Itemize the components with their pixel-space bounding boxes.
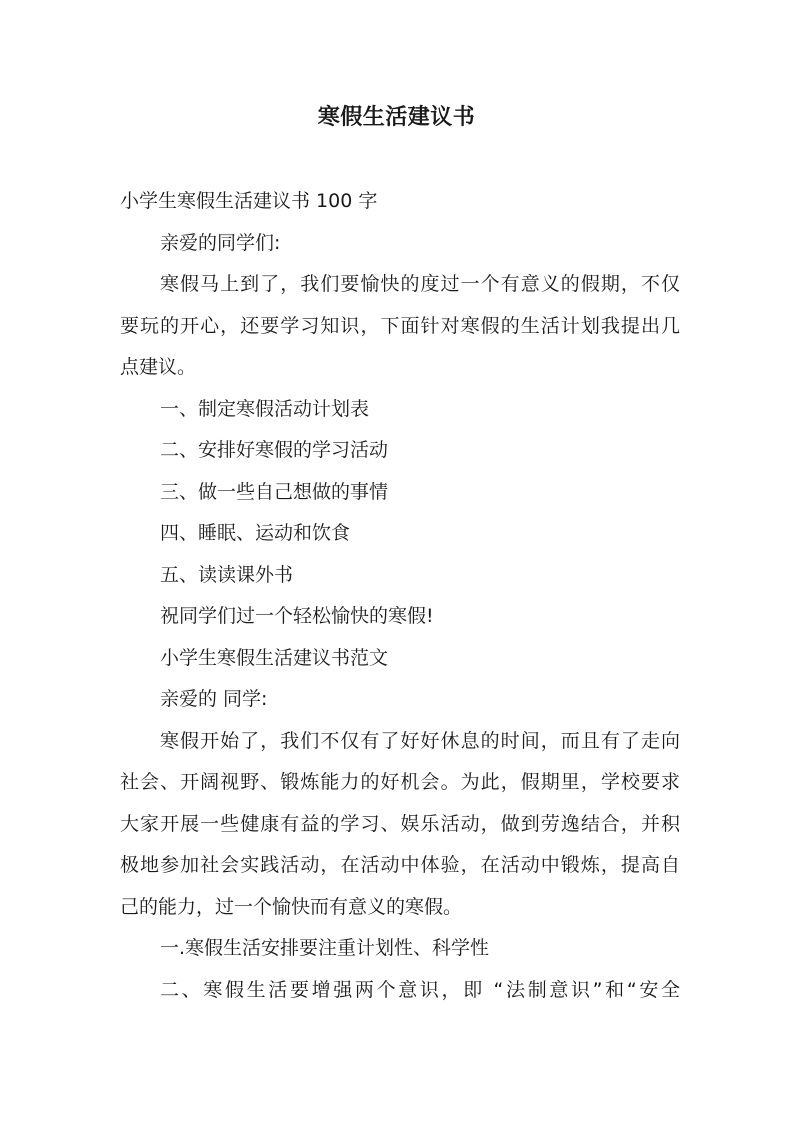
paragraph-line: 寒假马上到了，我们要愉快的度过一个有意义的假期，不仅 [160,273,680,295]
paragraph-line: 寒假开始了，我们不仅有了好好休息的时间，而且有了走向 [160,730,680,752]
list-item: 二、安排好寒假的学习活动 [160,439,389,461]
paragraph-line: 社会、开阔视野、锻炼能力的好机会。为此，假期里，学校要求 [120,771,680,793]
list-item: 二、寒假生活要增强两个意识，即 “法制意识”和“安全 [160,979,680,1001]
list-item: 一、制定寒假活动计划表 [160,398,370,420]
paragraph-line: 要玩的开心，还要学习知识，下面针对寒假的生活计划我提出几 [120,315,680,337]
list-item: 一.寒假生活安排要注重计划性、科学性 [160,937,490,959]
paragraph-line: 点建议。 [120,356,197,378]
paragraph-line: 极地参加社会实践活动，在活动中体验，在活动中锻炼，提高自 [120,854,680,876]
paragraph-line: 大家开展一些健康有益的学习、娱乐活动，做到劳逸结合，并积 [120,813,680,835]
document-title: 寒假生活建议书 [317,105,476,130]
list-item: 五、读读课外书 [160,564,294,586]
list-item: 四、睡眠、运动和饮食 [160,522,351,544]
salutation: 亲爱的同学们: [160,232,281,254]
closing-wish: 祝同学们过一个轻松愉快的寒假! [160,605,434,627]
salutation: 亲爱的 同学: [160,688,268,710]
section-heading-sample: 小学生寒假生活建议书范文 [160,647,389,669]
section-heading-100-words: 小学生寒假生活建议书 100 字 [120,190,378,212]
paragraph-line: 己的能力，过一个愉快而有意义的寒假。 [120,896,463,918]
list-item: 三、做一些自己想做的事情 [160,481,389,503]
